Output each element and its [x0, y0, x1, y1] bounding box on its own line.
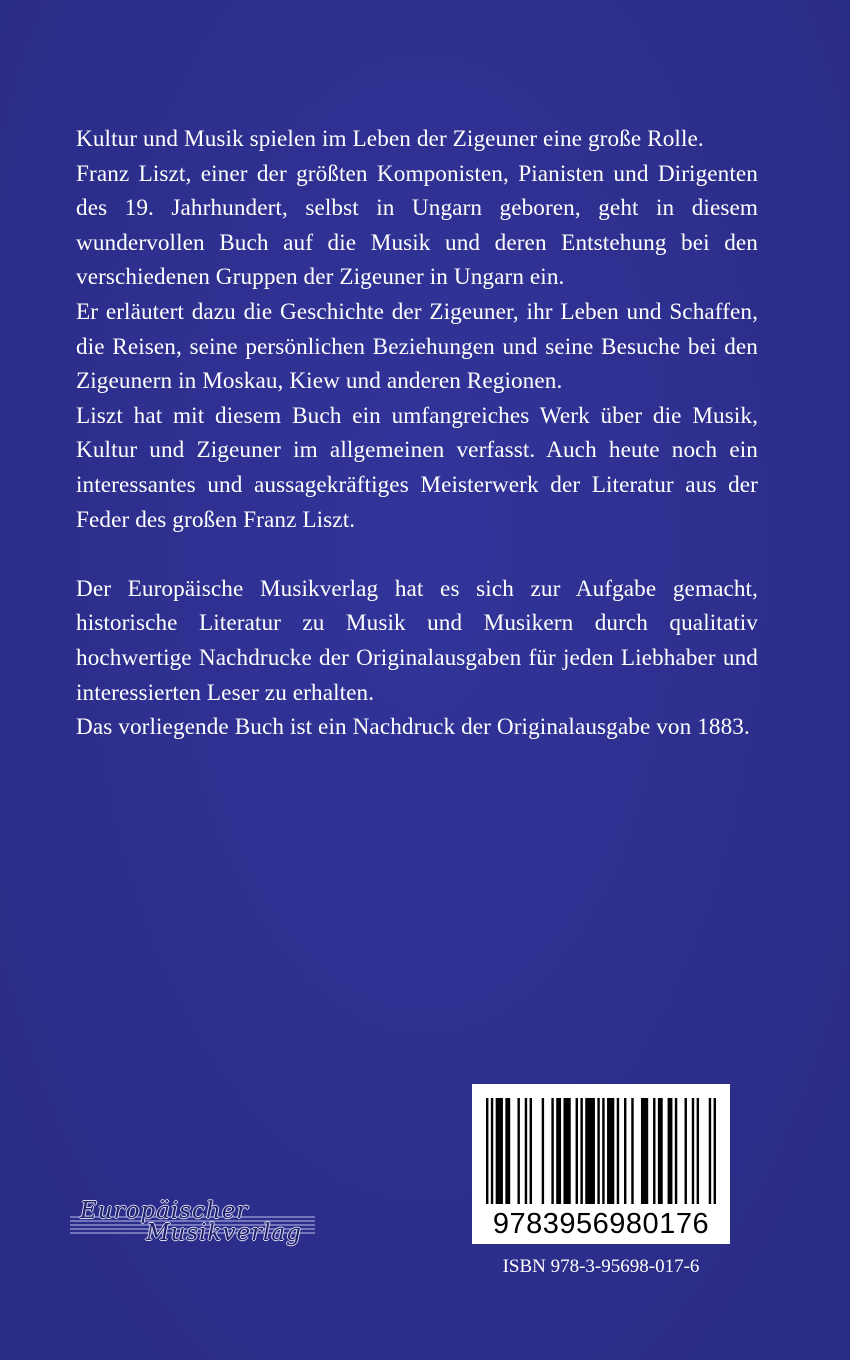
blurb-paragraph-2: Franz Liszt, einer der größten Komponisten, Pianisten und Dirigenten des 19. Jahrhundert, selbst in Ungarn geboren, geht in diesem wundervollen Buch auf die Musik und deren Entstehung bei den verschiedenen Gruppen der Zigeuner in Ungarn ein. [76, 160, 758, 291]
barcode-bar [525, 1098, 527, 1204]
barcode-bar [714, 1098, 716, 1204]
barcode-bar [653, 1098, 655, 1204]
barcode-bar [692, 1098, 694, 1204]
barcode-digits: 9783956980176 [492, 1208, 710, 1240]
barcode-bar [602, 1098, 604, 1204]
barcode-bar [551, 1098, 553, 1204]
barcode-bars [486, 1098, 716, 1204]
publisher-logo [70, 1196, 320, 1256]
blurb-text [76, 122, 758, 745]
barcode-bar [668, 1098, 673, 1204]
barcode-bar [491, 1098, 493, 1204]
publisher-logo-line-2: Musikverlag [146, 1220, 302, 1246]
blurb-paragraph-4: Liszt hat mit diesem Buch ein umfangreiches Werk über die Musik, Kultur und Zigeuner im allgemeinen verfasst. Auch heute noch ein interessantes und aussagekräftiges Meisterwerk der Literatur aus der Feder des großen Franz Liszt. [76, 402, 758, 533]
barcode-bar [505, 1098, 510, 1204]
barcode-bar [517, 1098, 519, 1204]
barcode-bar [658, 1098, 663, 1204]
barcode-bar [556, 1098, 561, 1204]
blurb-paragraph-6: Das vorliegende Buch ist ein Nachdruck der Originalausgabe von 1883. [76, 714, 750, 741]
barcode-bar [486, 1098, 488, 1204]
barcode-bar [641, 1098, 648, 1204]
barcode-bar [576, 1098, 578, 1204]
barcode-bar [542, 1098, 544, 1204]
barcode-bar [624, 1098, 626, 1204]
barcode-bar [709, 1098, 711, 1204]
barcode-bar [607, 1098, 614, 1204]
publisher-logo-line-1: Europäischer [80, 1198, 249, 1224]
barcode-bar [496, 1098, 503, 1204]
blurb-paragraph-5: Der Europäische Musikverlag hat es sich zur Aufgabe gemacht, historische Literatur zu Musik und Musikern durch qualitativ hochwertige Nachdrucke der Originalausgaben für jeden Liebhaber und interessierten Leser zu erhalten. [76, 575, 758, 706]
barcode-bar [697, 1098, 699, 1204]
isbn-label: ISBN 978-3-95698-017-6 [502, 1256, 700, 1277]
barcode-bar [530, 1098, 532, 1204]
blurb-paragraph-3: Er erläutert dazu die Geschichte der Zigeuner, ihr Leben und Schaffen, die Reisen, seine persönlichen Beziehungen und seine Besuche bei den Zigeunern in Moskau, Kiew und anderen Regionen. [76, 298, 758, 395]
barcode-bar [631, 1098, 633, 1204]
barcode-bar [675, 1098, 677, 1204]
barcode-bar [617, 1098, 619, 1204]
barcode [472, 1084, 730, 1244]
barcode-bar [597, 1098, 599, 1204]
barcode-bar [685, 1098, 687, 1204]
barcode-bar [580, 1098, 582, 1204]
barcode-bar [585, 1098, 595, 1204]
blurb-paragraph-1: Kultur und Musik spielen im Leben der Zigeuner eine große Rolle. [76, 126, 704, 152]
barcode-bar [563, 1098, 570, 1204]
